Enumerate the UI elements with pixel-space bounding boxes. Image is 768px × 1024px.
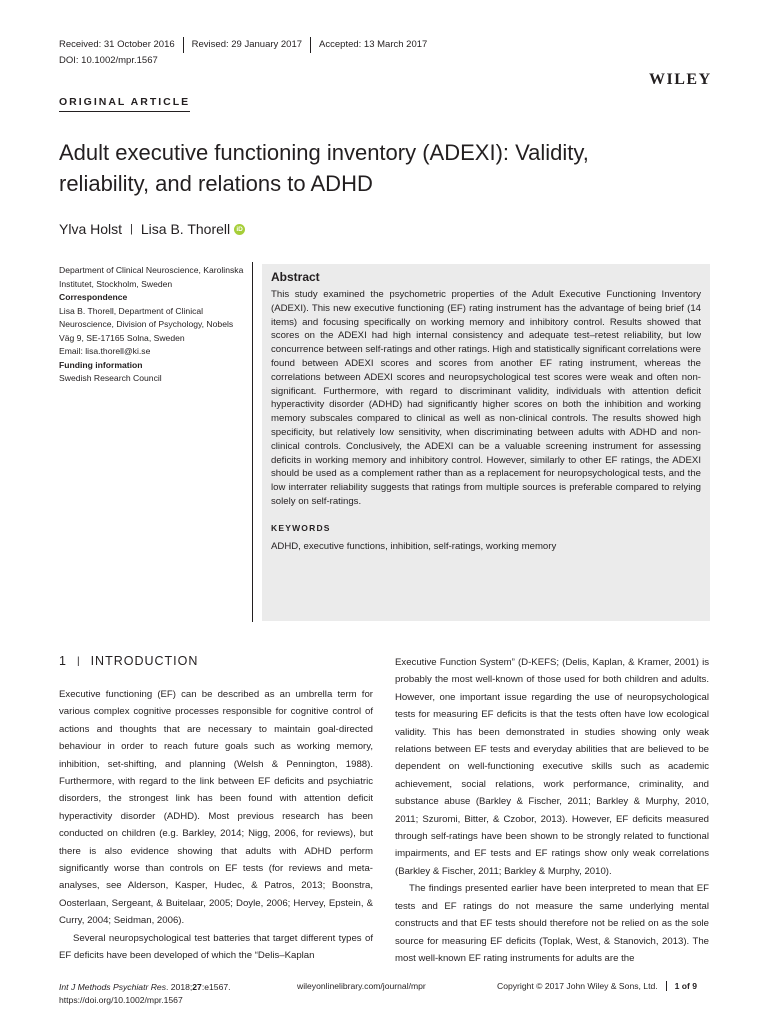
abstract-heading: Abstract bbox=[271, 270, 320, 284]
section-separator: | bbox=[76, 655, 81, 667]
correspondence-email[interactable]: Email: lisa.thorell@ki.se bbox=[59, 346, 151, 356]
accepted-date: Accepted: 13 March 2017 bbox=[319, 39, 428, 50]
keywords-list: ADHD, executive functions, inhibition, self-ratings, working memory bbox=[271, 540, 557, 552]
footer-doi-link[interactable]: https://doi.org/10.1002/mpr.1567 bbox=[59, 994, 183, 1005]
abstract-box bbox=[262, 264, 710, 621]
body-column-right bbox=[395, 654, 709, 967]
body-paragraph: Executive Function System” (D-KEFS; (Delis, Kaplan, & Kramer, 2001) is probably the most well-known of those used for both children and adults. However, one important issue regarding the use of neuropsychological tests for measuring EF deficits is that the tests often have low ecological validity. This has been demonstrated in studies showing only weak relations between EF tests and everyday abilities that are believed to be dependent on well-functioning executive skills such as academic achievement, social relations, work performance, criminality, and substance abuse (Barkley & Fischer, 2011; Barkley & Murphy, 2010, 2011; Szuromi, Bitter, & Czobor, 2013). However, EF deficits measured through self-ratings have been shown to be strongly related to functional impairments, and EF tests and EF ratings show only weak correlations (Barkley & Fischer, 2011; Barkley & Murphy, 2010). bbox=[395, 657, 709, 877]
citation-article: :e1567. bbox=[201, 982, 231, 992]
orcid-icon[interactable]: iD bbox=[234, 224, 245, 235]
abstract-divider bbox=[252, 262, 253, 622]
received-date: Received: 31 October 2016 bbox=[59, 37, 184, 53]
section-number: 1 bbox=[59, 654, 67, 668]
keywords-heading: KEYWORDS bbox=[271, 522, 331, 533]
correspondence-address: Lisa B. Thorell, Department of Clinical Neuroscience, Division of Psychology, Nobels Väg 9, SE-17165 Solna, Sweden bbox=[59, 305, 234, 343]
correspondence-heading: Correspondence bbox=[59, 292, 128, 302]
body-paragraph: Executive functioning (EF) can be described as an umbrella term for various complex cognitive processes responsible for cognitive control of actions and thoughts that are necessary to maintain goal-directed behaviour in order to reach future goals such as working memory, inhibition, set-shifting, and planning (Welsh & Pennington, 1988). Furthermore, with regard to the link between EF deficits and psychiatric disorders, the strongest link has been found with attention deficit hyperactivity disorder (ADHD). Most previous research has been conducted on children (e.g. Barkley, 2014; Nigg, 2006, for reviews), but there is also evidence showing that adults with ADHD perform significantly worse than controls on EF tests (for reviews and meta-analyses, see Alderson, Kasper, Hudec, & Patros, 2013; Boonstra, Oosterlaan, Sergeant, & Buitelaar, 2005; Doyle, 2006; Hervey, Epstein, & Curry, 2004; Seidman, 2006). bbox=[59, 689, 373, 927]
footer-right bbox=[497, 981, 697, 991]
footer-website-link[interactable]: wileyonlinelibrary.com/journal/mpr bbox=[297, 981, 426, 991]
article-dates bbox=[59, 37, 435, 53]
citation-volume: 27 bbox=[192, 982, 202, 992]
body-column-left bbox=[59, 686, 373, 965]
author-name[interactable]: Ylva Holst bbox=[59, 221, 123, 237]
revised-date: Revised: 29 January 2017 bbox=[184, 37, 311, 53]
journal-name: Int J Methods Psychiatr Res bbox=[59, 982, 166, 992]
affiliation-department: Department of Clinical Neuroscience, Karolinska Institutet, Stockholm, Sweden bbox=[59, 265, 244, 289]
funding-heading: Funding information bbox=[59, 359, 143, 370]
copyright-notice: Copyright © 2017 John Wiley & Sons, Ltd. bbox=[497, 981, 658, 991]
author-name[interactable]: Lisa B. Thorell bbox=[140, 221, 231, 237]
publisher-logo: WILEY bbox=[649, 71, 712, 88]
article-type-label: ORIGINAL ARTICLE bbox=[59, 96, 190, 112]
affiliation-panel bbox=[59, 264, 249, 386]
body-paragraph: The findings presented earlier have been interpreted to mean that EF tests and EF ratings do not measure the same underlying mental constructs and that EF tests should therefore not be relied on as the sole source for measuring EF deficits (Toplak, West, & Stanovich, 2013). The most well-known EF rating instruments for adults are the bbox=[395, 883, 709, 964]
page-number: 1 of 9 bbox=[666, 981, 697, 991]
funding-source: Swedish Research Council bbox=[59, 373, 162, 383]
author-list bbox=[59, 221, 245, 237]
body-paragraph: Several neuropsychological test batteries that target different types of EF deficits have been developed of which the “Delis–Kaplan bbox=[59, 932, 373, 962]
article-title: Adult executive functioning inventory (ADEXI): Validity, reliability, and relations to ADHD bbox=[59, 140, 589, 196]
author-separator: | bbox=[130, 223, 133, 235]
section-title: INTRODUCTION bbox=[90, 654, 199, 668]
article-doi: DOI: 10.1002/mpr.1567 bbox=[59, 55, 158, 66]
footer-citation bbox=[59, 981, 231, 1006]
citation-year: . 2018; bbox=[166, 982, 193, 992]
abstract-text: This study examined the psychometric properties of the Adult Executive Functioning Inventory (ADEXI). This new executive functioning (EF) rating instrument has the advantage of being brief (14 items) and focusing specifically on working memory and inhibitory control. Results showed that scores on the ADEXI had high internal consistency and adequate test–retest reliability, but low concurrence between self-ratings and other ratings. High and statistically significant correlations were found between ADEXI scores and scores from another EF rating instrument, whereas the correlations between ADEXI scores and neuropsychological test scores were weak and often non-significant. Furthermore, with regard to discriminant validity, individuals with attention deficit hyperactivity disorder (ADHD) had significantly higher scores on both the inhibition and working memory subscales compared to clinical as well as non-clinical controls. The results showed high specificity, but relatively low sensitivity, when discriminating between adults with ADHD and non-clinical controls. Conclusively, the ADEXI can be a valuable screening instrument for assessing deficits in working memory and inhibitory control. However, similarly to other EF ratings, the ADEXI should be used as a complement rather than as a replacement for neuropsychological tests, and the low interrater reliability suggests that ratings from multiple sources is preferable compared to relying solely on self-ratings. bbox=[271, 289, 701, 507]
section-heading bbox=[59, 654, 198, 668]
